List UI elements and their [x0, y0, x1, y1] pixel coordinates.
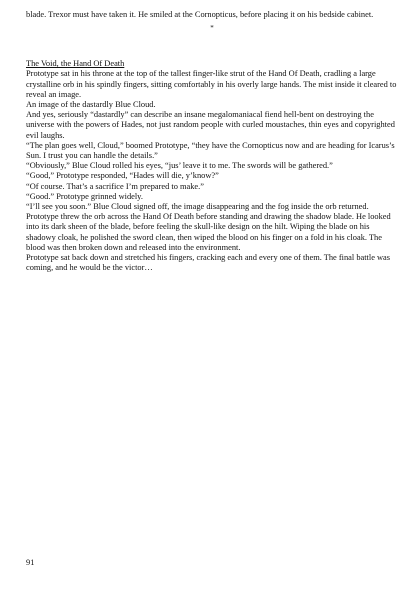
scene-separator: *	[210, 24, 214, 33]
paragraph: “The plan goes well, Cloud,” boomed Prototype, “they have the Cornopticus now and are heading for Icarus’s Sun. I trust you can handle the details.”	[26, 140, 395, 161]
paragraph: “Of course. That’s a sacrifice I’m prepared to make.”	[26, 181, 204, 191]
opening-paragraph: blade. Trexor must have taken it. He smiled at the Cornopticus, before placing it on his bedside cabinet.	[26, 10, 374, 19]
paragraph: “Good.” Prototype grinned widely.	[26, 191, 143, 201]
paragraph: “I’ll see you soon.” Blue Cloud signed off, the image disappearing and the fog inside the orb returned.	[26, 202, 369, 212]
chapter-heading: The Void, the Hand Of Death	[26, 59, 125, 69]
paragraph: “Obviously,” Blue Cloud rolled his eyes, “jus’ leave it to me. The swords will be gathered.”	[26, 161, 333, 171]
paragraph: Prototype sat back down and stretched his fingers, cracking each and every one of them. The final battle was coming, and he would be the victor…	[26, 253, 391, 273]
chapter-text	[26, 69, 398, 273]
paragraph: Prototype sat in his throne at the top of the tallest finger-like strut of the Hand Of Death, cradling a large crystalline orb in his spindly fingers, sitting comfortably in his overly large hands. The mist inside it cleared to reveal an image.	[26, 69, 397, 99]
paragraph: An image of the dastardly Blue Cloud.	[26, 100, 156, 110]
paragraph: Prototype threw the orb across the Hand Of Death before standing and drawing the shadow blade. He looked into its dark sheen of the blade, before feeling the skull-like design on the hilt. Wiping the blade on his shadowy cloak, he polished the sword clean, then wiped the blood on his finger on a fold in his cloak. The blood was then broken down and released into the environment.	[26, 212, 391, 252]
paragraph: And yes, seriously “dastardly” can describe an insane megalomaniacal fiend hell-bent on destroying the universe with the powers of Hades, not just random people with curled moustaches, thin eyes and copyrighted evil laughs.	[26, 110, 395, 140]
page-body	[26, 10, 398, 273]
paragraph: “Good,” Prototype responded, “Hades will die, y’know?”	[26, 171, 219, 181]
page-number: 91	[26, 558, 35, 567]
